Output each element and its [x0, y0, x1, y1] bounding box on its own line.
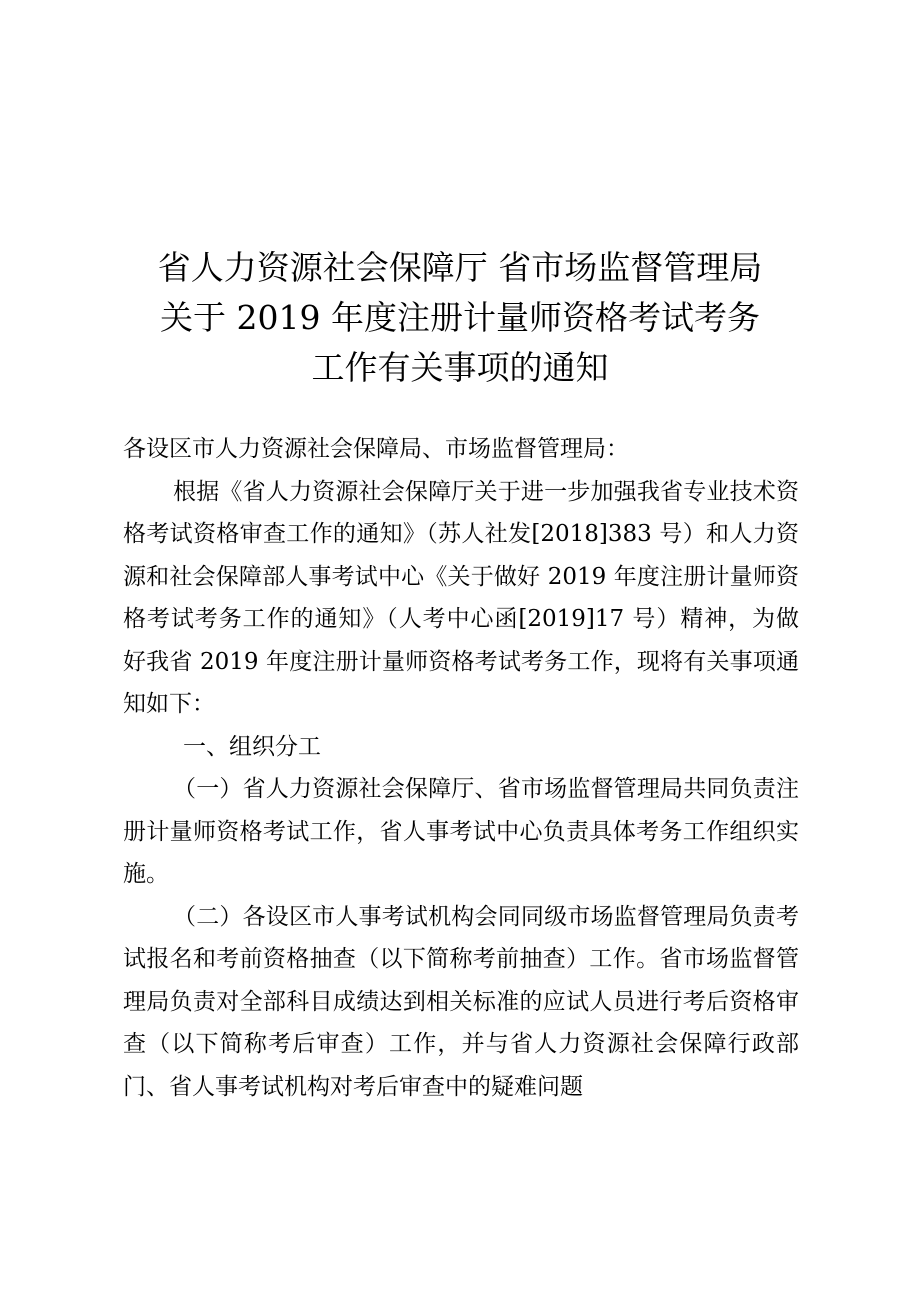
salutation: 各设区市人力资源社会保障局、市场监督管理局： — [123, 436, 629, 462]
document-body — [123, 428, 799, 1108]
item-paragraph-2: （二）各设区市人事考试机构会同同级市场监督管理局负责考试报名和考前资格抽查（以下简称考前抽查）工作。省市场监督管理局负责对全部科目成绩达到相关标准的应试人员进行考后资格审查（以下简称考后审查）工作，并与省人力资源社会保障行政部门、省人事考试机构对考后审查中的疑难问题 — [123, 903, 799, 1100]
section-heading-organization: 一、组织分工 — [183, 733, 321, 760]
item-paragraph-1: （一）省人力资源社会保障厅、省市场监督管理局共同负责注册计量师资格考试工作，省人事考试中心负责具体考务工作组织实施。 — [123, 776, 799, 887]
title-line-1: 省人力资源社会保障厅 省市场监督管理局 — [157, 248, 763, 287]
intro-paragraph: 根据《省人力资源社会保障厅关于进一步加强我省专业技术资格考试资格审查工作的通知》（苏人社发[2018]383 号）和人力资源和社会保障部人事考试中心《关于做好 2019 年度注册计量师资格考试考务工作的通知》（人考中心函[2019]17 号）精神，为做好我省 2019 年度注册计量师资格考试考务工作，现将有关事项通知如下： — [123, 478, 799, 717]
title-line-2: 关于 2019 年度注册计量师资格考试考务 — [160, 298, 760, 337]
title-line-3: 工作有关事项的通知 — [311, 348, 609, 387]
document-title — [60, 243, 860, 393]
